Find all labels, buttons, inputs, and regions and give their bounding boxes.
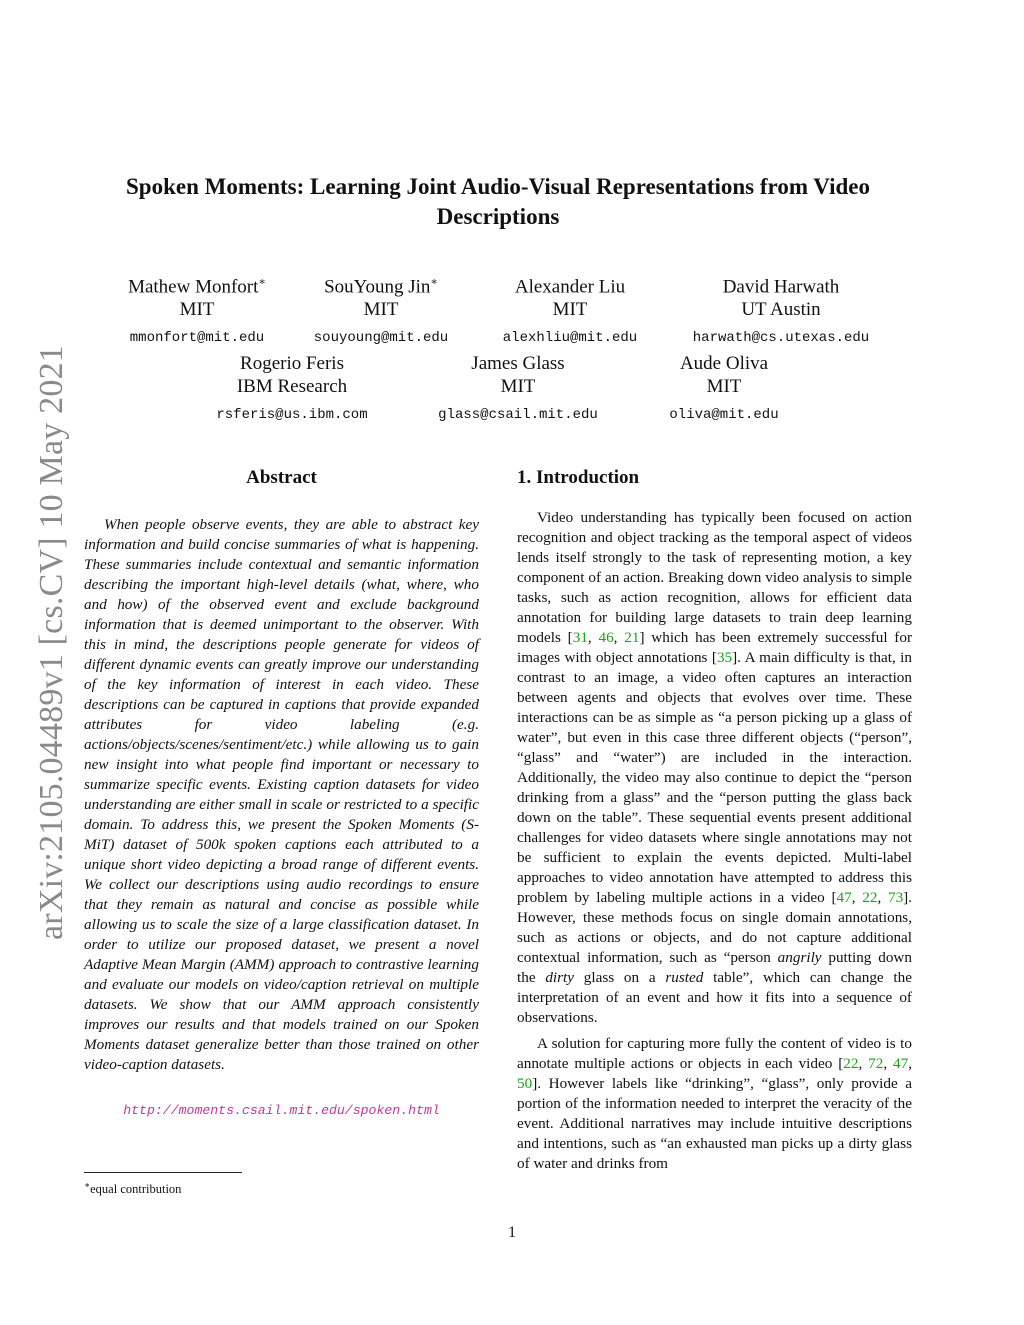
author-name: Aude Oliva: [679, 353, 769, 374]
project-link[interactable]: http://moments.csail.mit.edu/spoken.html: [123, 1103, 440, 1118]
author-affiliation: UT Austin: [741, 299, 821, 321]
abstract-heading: Abstract: [246, 467, 317, 488]
intro-paragraph: Video understanding has typically been focused on action recognition and object tracking as the temporal aspect of videos lends itself strongly to the task of representing motion, a key component of an action. Breaking down video analysis to simple tasks, such as action recognition, allows for efficient data annotation for building large datasets to train deep learning models [31, 46, 21] which has been extremely successful for images with object annotations [35]. A main difficulty is that, in contrast to an image, a video often captures an interaction between agents and objects that evolves over time. These interactions can be as simple as “a person picking up a glass of water”, but even in this case three different objects (“person”, “glass” and “water”) are included in the interaction. Additionally, the video may also continue to depict the “person drinking from a glass” and the “person putting the glass back down on the table”. These sequential events present additional challenges for video datasets where single annotations may not be sufficient to explain the events depicted. Multi-label approaches to video annotation have attempted to address this problem by labeling multiple actions in a video [47, 22, 73]. However, these methods focus on single domain annotations, such as actions or objects, and do not capture additional contextual information, such as “person angrily putting down the dirty glass on a rusted table”, which can change the interpretation of an event and how it fits into a sequence of observations.: [517, 509, 913, 1026]
author-affiliation: MIT: [179, 299, 215, 321]
introduction-body: [517, 508, 912, 1180]
author-block: [408, 352, 628, 424]
citation-link[interactable]: 35: [716, 649, 733, 666]
author-email[interactable]: harwath@cs.utexas.edu: [692, 330, 870, 347]
abstract-text: When people observe events, they are able to abstract key information and build concise summaries of what is happening. These summaries include contextual and semantic information describing the important high-level details (what, where, who and how) of the observed event and exclude background information that is deemed unimportant to the observer. With this in mind, the descriptions people generate for videos of different dynamic events can greatly improve our understanding of the key information of interest in each video. These descriptions can be captured in captions that provide expanded attributes for video labeling (e.g. actions/objects/scenes/sentiment/etc.) while allowing us to gain new insight into what people find important or necessary to summarize specific events. Existing caption datasets for video understanding are either small in scale or restricted to a specific domain. To address this, we present the Spoken Moments (S-MiT) dataset of 500k spoken captions each attributed to a unique short video depicting a broad range of different events. We collect our descriptions using audio recordings to ensure that they remain as natural and concise as possible while allowing us to scale the size of a large classification dataset. In order to utilize our proposed dataset, we present a novel Adaptive Mean Margin (AMM) approach to contrastive learning and evaluate our models on video/caption retrieval on multiple datasets. We show that our AMM approach consistently improves our results and that models trained on our Spoken Moments dataset generalize better than those trained on other video-caption datasets.: [84, 516, 479, 1073]
author-affiliation: MIT: [552, 299, 588, 321]
footnote-text: equal contribution: [90, 1182, 182, 1197]
author-email[interactable]: oliva@mit.edu: [669, 407, 779, 423]
author-affiliation: MIT: [500, 376, 536, 397]
author-name: Alexander Liu: [514, 276, 626, 298]
equal-contribution-mark: ∗: [430, 276, 438, 288]
author-affiliation: IBM Research: [236, 376, 348, 397]
author-email[interactable]: glass@csail.mit.edu: [438, 407, 598, 423]
author-block: [271, 271, 491, 347]
author-block: [614, 352, 834, 424]
arxiv-identifier: arXiv:2105.04489v1 [cs.CV] 10 May 2021: [33, 345, 70, 940]
author-block: [182, 352, 402, 424]
citation-link[interactable]: 22: [843, 1055, 859, 1072]
citation-link[interactable]: 47: [893, 1055, 909, 1072]
author-name: Mathew Monfort: [128, 276, 259, 298]
equal-contribution-mark: ∗: [258, 276, 266, 288]
citation-link[interactable]: 73: [887, 889, 904, 906]
citation-link[interactable]: 72: [868, 1055, 884, 1072]
citation-link[interactable]: 21: [624, 629, 640, 646]
footnote-rule: [84, 1172, 242, 1173]
author-block: [671, 271, 891, 347]
author-name: James Glass: [471, 353, 565, 374]
author-affiliation: MIT: [706, 376, 742, 397]
author-email[interactable]: mmonfort@mit.edu: [129, 330, 265, 347]
paper-title: Spoken Moments: Learning Joint Audio-Visual Representations from Video Descriptions: [126, 174, 870, 229]
author-affiliation: MIT: [363, 299, 399, 321]
introduction-heading: 1. Introduction: [517, 467, 640, 488]
author-name: SouYoung Jin: [324, 276, 431, 298]
citation-link[interactable]: 31: [572, 629, 588, 646]
footnote: [84, 1177, 181, 1197]
citation-link[interactable]: 22: [862, 889, 878, 906]
citation-link[interactable]: 47: [836, 889, 852, 906]
footnote-mark: ∗: [84, 1180, 91, 1190]
author-email[interactable]: souyoung@mit.edu: [313, 330, 449, 347]
author-email[interactable]: alexhliu@mit.edu: [502, 330, 638, 347]
author-email[interactable]: rsferis@us.ibm.com: [216, 407, 368, 423]
citation-link[interactable]: 50: [517, 1075, 533, 1092]
intro-paragraph: A solution for capturing more fully the content of video is to annotate multiple actions or objects in each video [22, 72, 47, 50]. However labels like “drinking”, “glass”, only provide a portion of the information needed to interpret the veracity of the event. Additional narratives may include intuitive descriptions and intentions, such as “an exhausted man picks up a dirty glass of water and drinks from: [517, 1035, 913, 1172]
author-block: [460, 271, 680, 347]
author-name: David Harwath: [722, 276, 840, 298]
page-number: 1: [508, 1224, 516, 1241]
author-name: Rogerio Feris: [240, 353, 344, 374]
citation-link[interactable]: 46: [598, 629, 614, 646]
